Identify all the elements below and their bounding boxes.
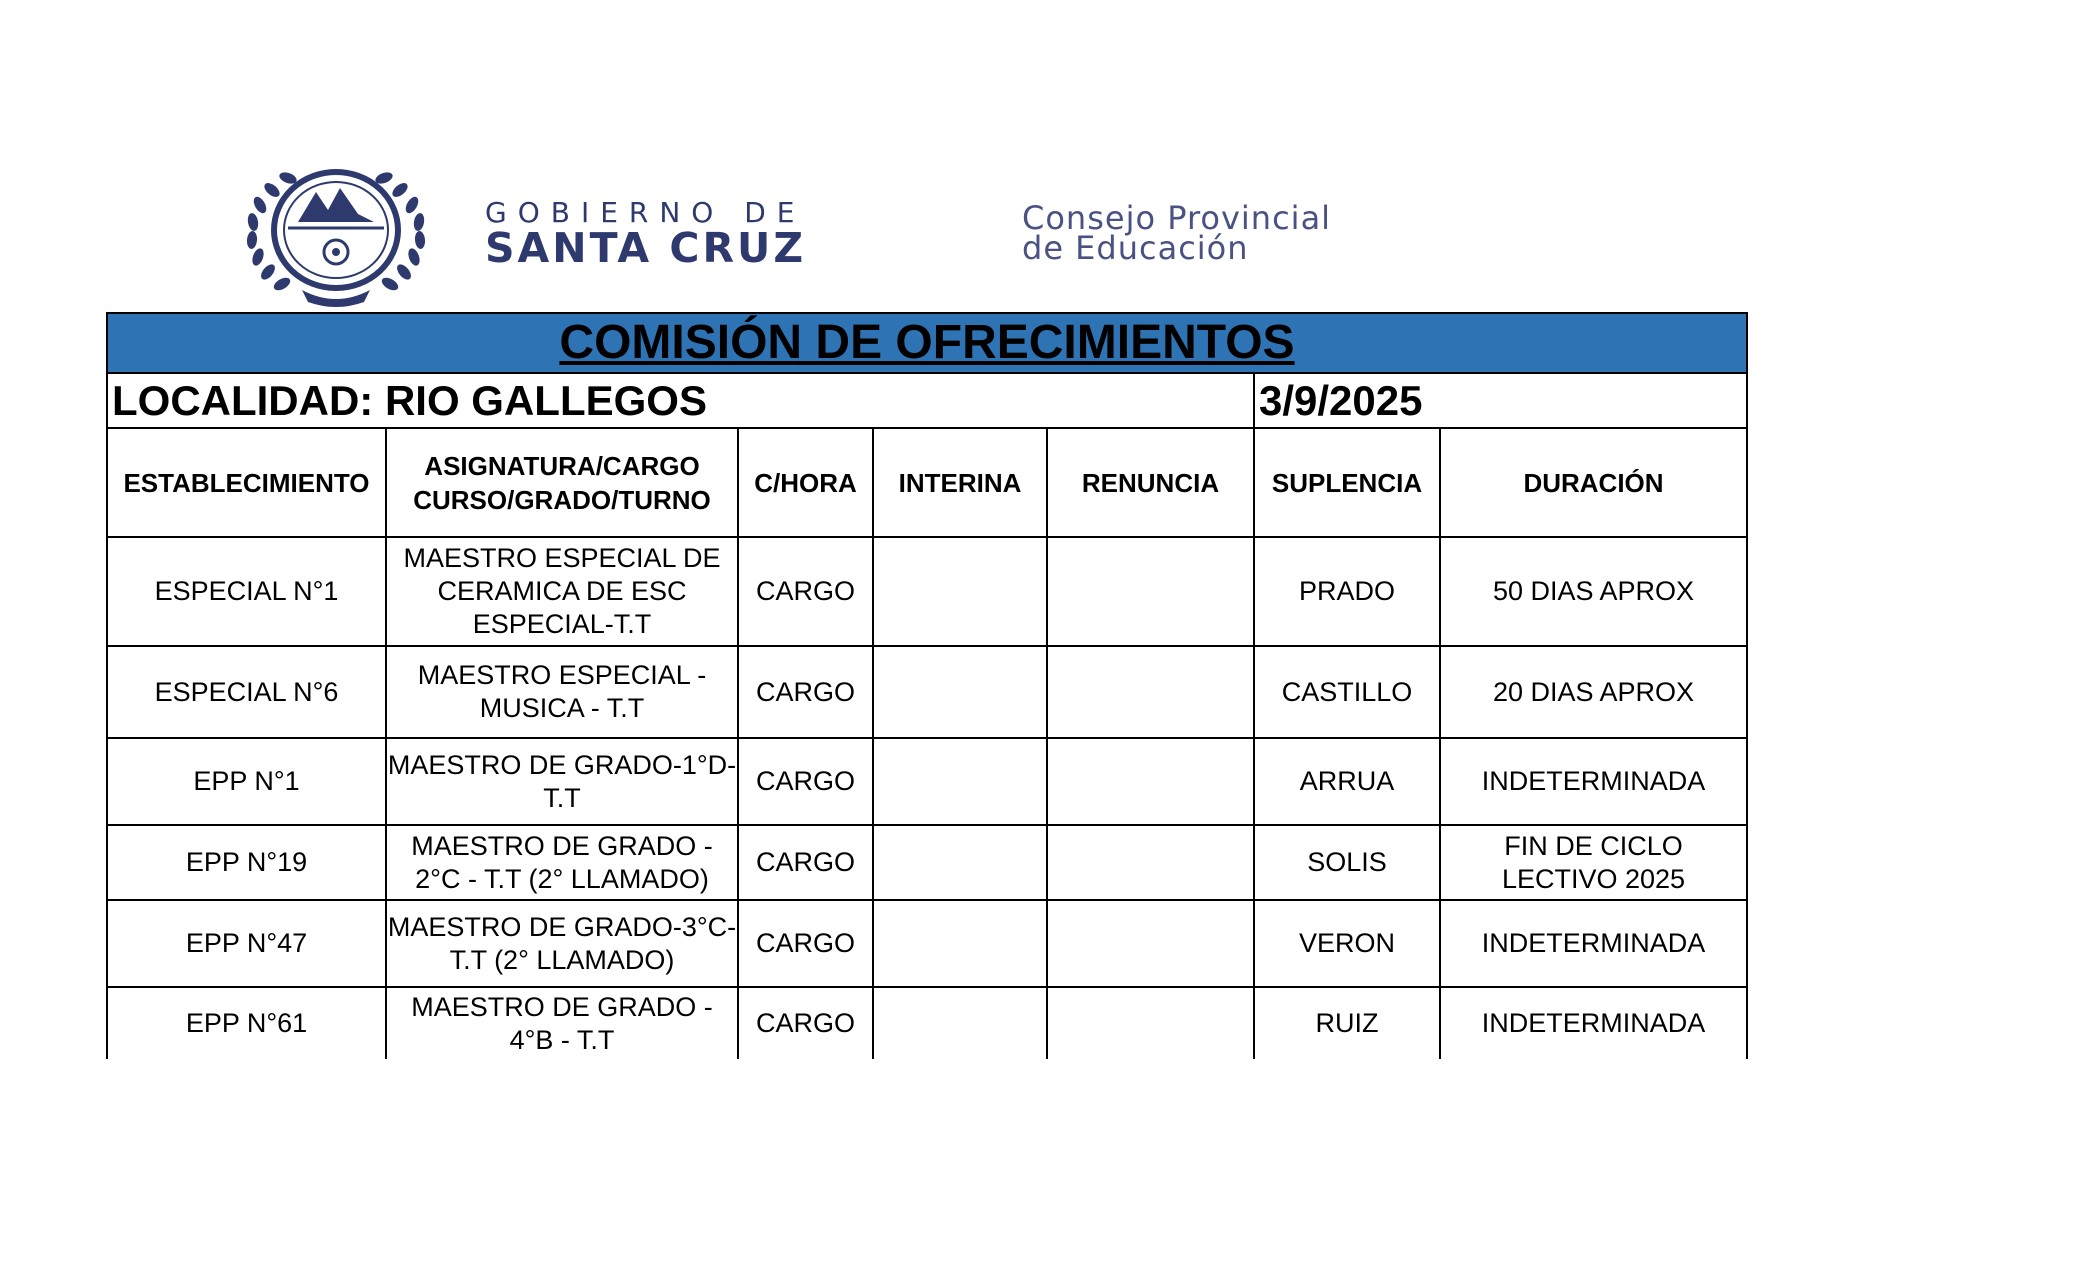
cell-renuncia <box>1047 987 1254 1059</box>
col-header-establecimiento: ESTABLECIMIENTO <box>107 428 386 537</box>
col-header-suplencia: SUPLENCIA <box>1254 428 1440 537</box>
gobierno-santa-cruz-logo <box>485 196 807 272</box>
logo-consejo-text: Consejo Provincial <box>1022 199 1332 237</box>
logo-santa-cruz-text: SANTA CRUZ <box>485 224 807 272</box>
cell-asignatura-line: MAESTRO ESPECIAL - <box>417 660 707 690</box>
cell-duracion-line: 50 DIAS APROX <box>1492 576 1695 606</box>
offers-table <box>106 312 1748 1059</box>
cell-chora: CARGO <box>738 825 873 900</box>
consejo-provincial-logo <box>1022 199 1332 267</box>
cell-establecimiento: EPP N°47 <box>107 900 386 987</box>
col-header-interina: INTERINA <box>873 428 1047 537</box>
cell-asignatura <box>386 900 738 987</box>
cell-asignatura <box>386 646 738 738</box>
cell-interina <box>873 537 1047 646</box>
col-header-asignatura <box>386 428 738 537</box>
cell-duracion <box>1440 738 1747 825</box>
cell-duracion-line: LECTIVO 2025 <box>1501 863 1686 894</box>
cell-duracion <box>1440 825 1747 900</box>
cell-suplencia: PRADO <box>1254 537 1440 646</box>
cell-renuncia <box>1047 646 1254 738</box>
cell-interina <box>873 738 1047 825</box>
cell-asignatura-line: MAESTRO DE GRADO - <box>411 991 713 1022</box>
col-header-duracion: DURACIÓN <box>1440 428 1747 537</box>
cell-duracion-line: FIN DE CICLO <box>1504 830 1683 861</box>
col-header-chora: C/HORA <box>738 428 873 537</box>
sheet-title: COMISIÓN DE OFRECIMIENTOS <box>107 313 1747 373</box>
locality-label: LOCALIDAD: RIO GALLEGOS <box>107 373 1254 428</box>
cell-asignatura-line: T.T (2° LLAMADO) <box>449 944 675 975</box>
cell-duracion <box>1440 646 1747 738</box>
cell-duracion-line: INDETERMINADA <box>1481 928 1706 958</box>
cell-asignatura-line: MAESTRO DE GRADO-1°D- <box>387 749 737 780</box>
title-row <box>107 313 1747 373</box>
cell-asignatura-line: MAESTRO ESPECIAL DE <box>403 543 721 573</box>
table-row <box>107 900 1747 987</box>
date-label: 3/9/2025 <box>1254 373 1747 428</box>
cell-renuncia <box>1047 900 1254 987</box>
cell-establecimiento: ESPECIAL N°6 <box>107 646 386 738</box>
logo-educacion-text: de Educación <box>1022 229 1249 267</box>
cell-chora: CARGO <box>738 987 873 1059</box>
santa-cruz-seal-icon <box>236 162 436 310</box>
cell-asignatura <box>386 738 738 825</box>
cell-asignatura-line: 2°C - T.T (2° LLAMADO) <box>415 863 709 894</box>
cell-asignatura <box>386 987 738 1059</box>
cell-chora: CARGO <box>738 900 873 987</box>
col-header-renuncia: RENUNCIA <box>1047 428 1254 537</box>
cell-duracion-line: INDETERMINADA <box>1481 1008 1706 1038</box>
cell-asignatura-line: MAESTRO DE GRADO - <box>411 830 713 861</box>
cell-duracion <box>1440 900 1747 987</box>
cell-renuncia <box>1047 537 1254 646</box>
cell-chora: CARGO <box>738 646 873 738</box>
cell-asignatura-line: ESPECIAL-T.T <box>472 609 652 639</box>
col-header-asignatura-line2: CURSO/GRADO/TURNO <box>413 484 711 515</box>
locality-row <box>107 373 1747 428</box>
cell-duracion <box>1440 537 1747 646</box>
cell-asignatura-line: MAESTRO DE GRADO-3°C- <box>387 911 737 942</box>
cell-interina <box>873 825 1047 900</box>
cell-suplencia: RUIZ <box>1254 987 1440 1059</box>
cell-asignatura-line: MUSICA - T.T <box>479 693 645 723</box>
table-row <box>107 646 1747 738</box>
table-row <box>107 738 1747 825</box>
logo-gobierno-text: GOBIERNO DE <box>485 196 806 229</box>
table-row <box>107 825 1747 900</box>
cell-establecimiento: EPP N°1 <box>107 738 386 825</box>
cell-asignatura <box>386 825 738 900</box>
cell-suplencia: SOLIS <box>1254 825 1440 900</box>
cell-chora: CARGO <box>738 537 873 646</box>
cell-suplencia: CASTILLO <box>1254 646 1440 738</box>
cell-establecimiento: EPP N°19 <box>107 825 386 900</box>
cell-asignatura-line: T.T <box>543 782 581 813</box>
cell-interina <box>873 646 1047 738</box>
cell-asignatura-line: 4°B - T.T <box>509 1024 615 1055</box>
cell-interina <box>873 900 1047 987</box>
cell-duracion <box>1440 987 1747 1059</box>
column-header-row <box>107 428 1747 537</box>
cell-establecimiento: ESPECIAL N°1 <box>107 537 386 646</box>
cell-suplencia: VERON <box>1254 900 1440 987</box>
cell-interina <box>873 987 1047 1059</box>
cell-asignatura-line: CERAMICA DE ESC <box>437 576 687 606</box>
cell-duracion-line: INDETERMINADA <box>1481 766 1706 796</box>
cell-renuncia <box>1047 738 1254 825</box>
cell-asignatura <box>386 537 738 646</box>
cell-establecimiento: EPP N°61 <box>107 987 386 1059</box>
cell-duracion-line: 20 DIAS APROX <box>1492 676 1695 707</box>
table-row <box>107 987 1747 1059</box>
col-header-asignatura-line1: ASIGNATURA/CARGO <box>424 450 700 481</box>
cell-renuncia <box>1047 825 1254 900</box>
cell-chora: CARGO <box>738 738 873 825</box>
cell-suplencia: ARRUA <box>1254 738 1440 825</box>
table-row <box>107 537 1747 646</box>
